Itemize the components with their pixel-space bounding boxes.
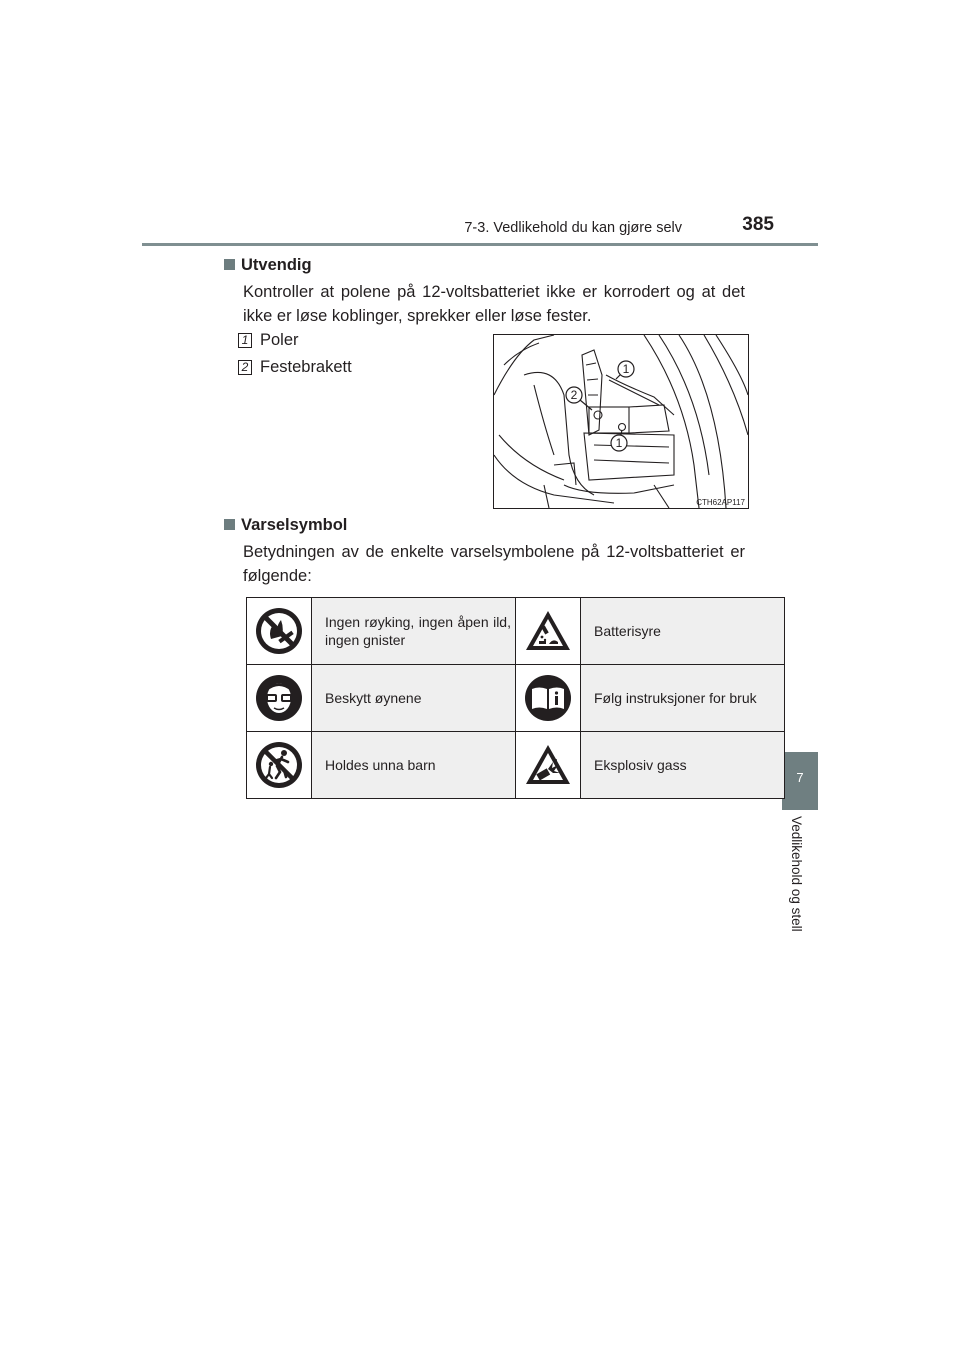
symbol-cell [247, 598, 312, 665]
symbol-label: Ingen røyking, ingen åpen ild, ingen gnister [312, 598, 516, 665]
exterior-heading-text: Utvendig [241, 256, 312, 274]
legend-label-poles: Poler [260, 331, 299, 349]
chapter-number: 7 [796, 770, 804, 785]
section-title: 7-3. Vedlikehold du kan gjøre selv [464, 220, 682, 236]
table-row [247, 598, 785, 665]
bullet-square-icon [224, 259, 235, 270]
symbol-label: Beskytt øynene [312, 665, 516, 732]
battery-drawing [494, 335, 748, 508]
bullet-square-icon [224, 519, 235, 530]
symbol-cell [247, 665, 312, 732]
chapter-label-text: Vedlikehold og stell [789, 816, 804, 932]
callout-1-bottom: 1 [615, 436, 623, 450]
legend-marker-2: 2 [238, 360, 252, 375]
symbol-cell [247, 732, 312, 799]
battery-acid-icon [523, 606, 573, 656]
no-smoking-fire-icon [254, 606, 304, 656]
chapter-label [788, 816, 808, 956]
legend-marker-1: 1 [238, 333, 252, 348]
table-row [247, 732, 785, 799]
symbol-cell [516, 732, 581, 799]
header-divider [142, 243, 818, 246]
callout-2: 2 [570, 388, 578, 402]
page-number: 385 [742, 214, 774, 235]
table-row [247, 665, 785, 732]
exterior-heading [224, 256, 312, 275]
symbol-label: Følg instruksjoner for bruk [581, 665, 785, 732]
explosive-gas-icon [523, 740, 573, 790]
symbol-label: Eksplosiv gass [581, 732, 785, 799]
warning-heading-text: Varselsymbol [241, 516, 348, 534]
symbol-label: Batterisyre [581, 598, 785, 665]
warning-heading [224, 516, 347, 535]
callout-1-top: 1 [622, 362, 630, 376]
warning-symbol-table [246, 597, 785, 799]
figure-code: CTH62AP117 [696, 498, 745, 507]
battery-illustration [493, 334, 749, 509]
eye-protection-icon [254, 673, 304, 723]
exterior-text: Kontroller at polene på 12-voltsbatteriet ikke er korrodert og at det ikke er løse koblinger, sprekker eller løse fester. [243, 283, 745, 325]
legend-label-bracket: Festebrakett [260, 358, 352, 376]
symbol-cell [516, 665, 581, 732]
warning-text: Betydningen av de enkelte varselsymbolene på 12-voltsbatteriet er følgende: [243, 543, 745, 585]
keep-away-children-icon [254, 740, 304, 790]
read-instructions-icon [523, 673, 573, 723]
symbol-label: Holdes unna barn [312, 732, 516, 799]
symbol-cell [516, 598, 581, 665]
